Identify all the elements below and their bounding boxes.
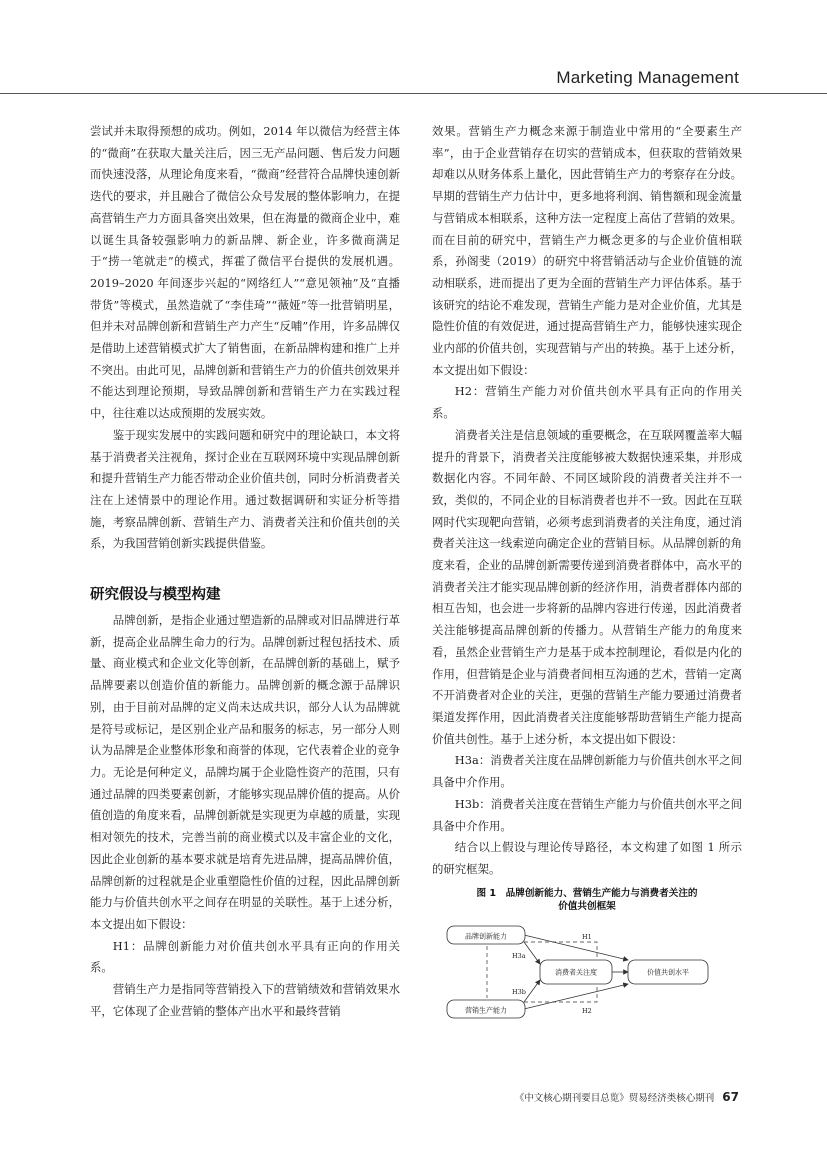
svg-text:品牌创新能力: 品牌创新能力 xyxy=(465,932,507,941)
label-h3b: H3b xyxy=(512,987,526,996)
hypothesis-h3b: H3b：消费者关注度在营销生产能力与价值共创水平之间具备中介作用。 xyxy=(432,796,742,833)
header-rule xyxy=(0,93,827,94)
label-h1: H1 xyxy=(582,932,592,941)
right-column xyxy=(432,121,742,1022)
left-column xyxy=(90,121,400,1022)
figure-caption-line2: 价值共创框架 xyxy=(558,901,616,913)
page-footer xyxy=(515,1090,739,1104)
node-marketing-productivity xyxy=(447,1000,525,1018)
hypothesis-h1: H1：品牌创新能力对价值共创水平具有正向的作用关系。 xyxy=(90,938,400,975)
journal-name: 《中文核心期刊要目总览》贸易经济类核心期刊 xyxy=(514,1093,715,1104)
body-paragraph: 品牌创新，是指企业通过塑造新的品牌或对旧品牌进行革新，提高企业品牌生命力的行为。品牌创新过程包括技术、质量、商业模式和企业文化等创新，在品牌创新的基础上，赋予品牌要素以创造价值的新能力。品牌创新的概念源于品牌识别，由于目前对品牌的定义尚未达成共识，部分人认为品牌就是符号或标记，是区别企业产品和服务的标志，另一部分人则认为品牌是企业整体形象和商誉的体现，它代表着企业的竞争力。无论是何种定义，品牌均属于企业隐性资产的范围，只有通过品牌的四类要素创新，才能够实现品牌价值的提高。从价值创造的角度来看，品牌创新就是实现更为卓越的质量，实现相对领先的技术，完善当前的商业模式以及丰富企业的文化，因此企业创新的基本要求就是培育先进品牌，提高品牌价值，品牌创新的过程就是企业重塑隐性价值的过程，因此品牌创新能力与价值共创水平之间存在明显的关联性。基于上述分析，本文提出如下假设： xyxy=(90,613,400,931)
node-value-co-creation xyxy=(628,960,708,984)
svg-text:营销生产能力: 营销生产能力 xyxy=(465,1006,507,1015)
body-paragraph: 消费者关注是信息领域的重要概念，在互联网覆盖率大幅提升的背景下，消费者关注度能够被大数据快速采集，并形成数据化内容。不同年龄、不同区域阶段的消费者关注并不一致，类似的，不同企业的目标消费者也并不一致。因此在互联网时代实现靶向营销，必须考虑到消费者的关注角度，通过消费者关注这一线索逆向确定企业的营销目标。从品牌创新的角度来看，企业的品牌创新需要传递到消费者群体中，高水平的消费者关注才能实现品牌创新的经济作用，消费者群体内部的相互告知，也会进一步将新的品牌内容进行传递，因此消费者关注能够提高品牌创新的传播力。从营销生产能力的角度来看，虽然企业营销生产力是基于成本控制理论，看似是内化的作用，但营销是企业与消费者间相互沟通的艺术，营销一定离不开消费者对企业的关注，更强的营销生产能力要通过消费者渠道发挥作用，因此消费者关注度能够帮助营销生产能力提高价值共创性。基于上述分析，本文提出如下假设： xyxy=(432,427,742,746)
hypothesis-h3a: H3a：消费者关注度在品牌创新能力与价值共创水平之间具备中介作用。 xyxy=(432,753,742,790)
edge-h1 xyxy=(524,932,628,960)
page-number: 67 xyxy=(722,1090,739,1104)
label-h3a: H3a xyxy=(512,951,526,960)
running-header: Marketing Management xyxy=(556,68,739,87)
research-framework-diagram xyxy=(432,922,742,1022)
section-heading: 研究假设与模型构建 xyxy=(90,587,221,604)
body-paragraph: 尝试并未取得预想的成功。例如，2014 年以微信为经营主体的“微商”在获取大量关注后，因三无产品问题、售后发力问题而快速没落，从理论角度来看，“微商”经营符合品牌快速创新迭代的要求，并且融合了微信公众号发展的整体影响力，在提高营销生产力方面具备突出效果，但在海量的微商企业中，难以诞生具备较强影响力的新品牌、新企业，许多微商满足于“捞一笔就走”的模式，挥霍了微信平台提供的发展机遇。2019–2020 年间逐步兴起的“网络红人”“意见领袖”及“直播带货”等模式，虽然造就了“李佳琦”“薇娅”等一批营销明星，但并未对品牌创新和营销生产力产生“反哺”作用，许多品牌仅是借助上述营销模式扩大了销售面，在新品牌构建和推广上并不突出。由此可见，品牌创新和营销生产力的价值共创效果并不能达到理论预期，导致品牌创新和营销生产力在实践过程中，往往难以达成预期的发展实效。 xyxy=(90,124,400,421)
body-paragraph: 效果。营销生产力概念来源于制造业中常用的“全要素生产率”，由于企业营销存在切实的营销成本，但获取的营销效果却难以从财务体系上量化，因此营销生产力的考察存在分歧。早期的营销生产力估计中，更多地将利润、销售额和现金流量与营销成本相联系，这种方法一定程度上高估了营销的效果。而在目前的研究中，营销生产力概念更多的与企业价值相联系，孙阁斐（2019）的研究中将营销活动与企业价值链的流动相联系，进而提出了更为全面的营销生产力评估体系。基于该研究的结论不难发现，营销生产能力是对企业价值，尤其是隐性价值的有效促进，通过提高营销生产力，能够快速实现企业内部的价值共创，实现营销与产出的转换。基于上述分析，本文提出如下假设： xyxy=(432,124,742,377)
edge-h2 xyxy=(524,984,628,1009)
figure-caption-line1: 图 1 品牌创新能力、营销生产能力与消费者关注的 xyxy=(476,887,698,899)
label-h2: H2 xyxy=(582,1006,592,1015)
svg-text:消费者关注度: 消费者关注度 xyxy=(555,968,597,977)
body-paragraph: 营销生产力是指同等营销投入下的营销绩效和营销效果水平，它体现了企业营销的整体产出水平和最终营销 xyxy=(90,982,400,1018)
edge-h3a xyxy=(524,942,540,964)
svg-text:价值共创水平: 价值共创水平 xyxy=(647,968,689,977)
figure-caption xyxy=(432,887,742,914)
node-consumer-attention xyxy=(540,960,612,984)
body-paragraph: 结合以上假设与理论传导路径，本文构建了如图 1 所示的研究框架。 xyxy=(432,840,742,876)
edge-h3b xyxy=(524,980,540,1002)
hypothesis-h2: H2：营销生产能力对价值共创水平具有正向的作用关系。 xyxy=(432,384,742,421)
node-brand-innovation xyxy=(447,926,525,944)
body-paragraph: 鉴于现实发展中的实践问题和研究中的理论缺口，本文将基于消费者关注视角，探讨企业在互联网环境中实现品牌创新和提升营销生产力能否带动企业价值共创，同时分析消费者关注在上述情景中的理论作用。通过数据调研和实证分析等措施，考察品牌创新、营销生产力、消费者关注和价值共创的关系，为我国营销创新实践提供借鉴。 xyxy=(90,427,400,551)
